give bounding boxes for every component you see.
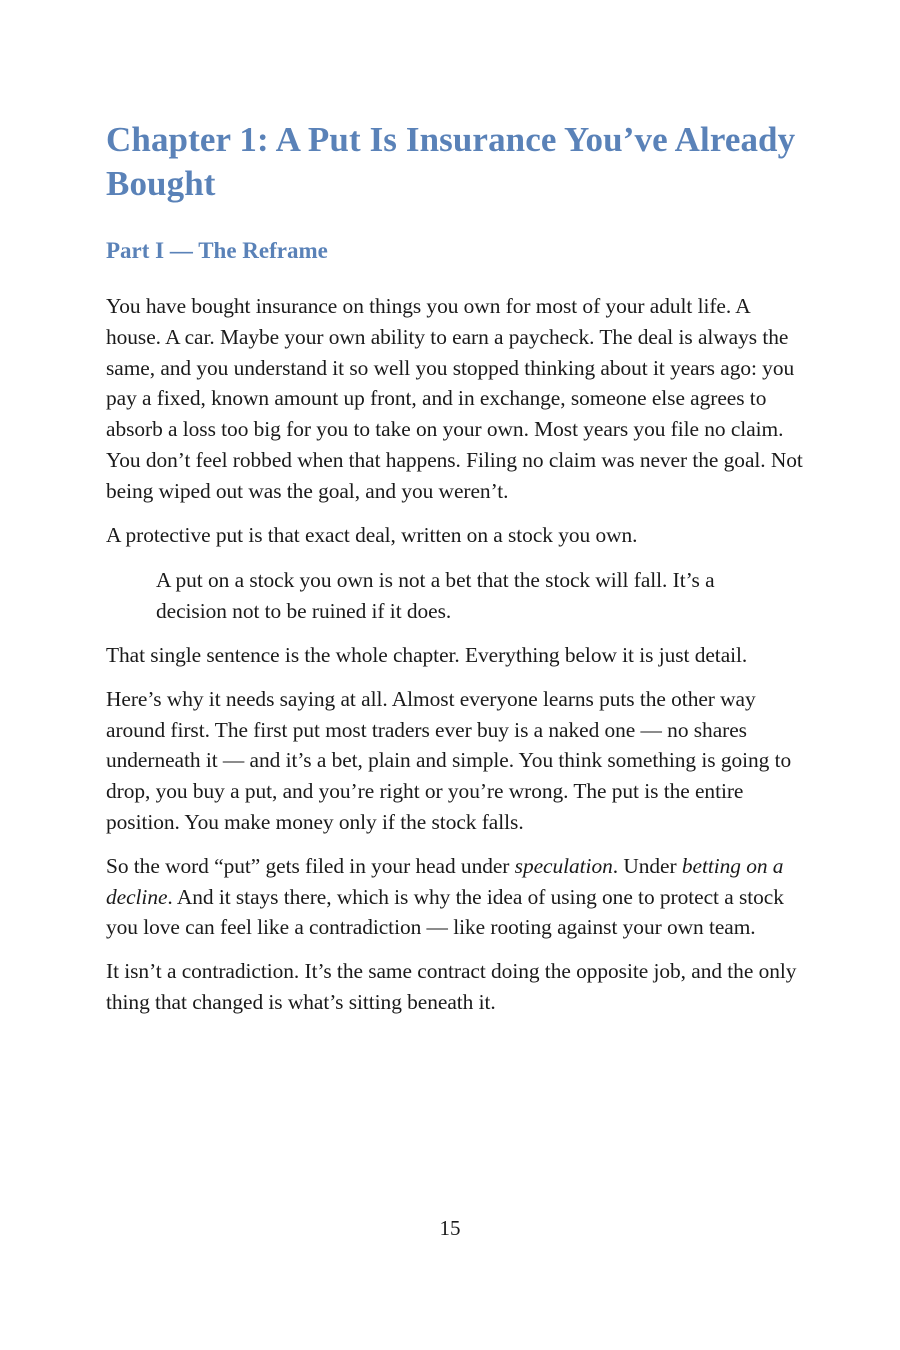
paragraph-4: Here’s why it needs saying at all. Almost everyone learns puts the other way around first. The first put most traders ever buy is a naked one — no shares underneath it — and it’s a bet, plain and simple. You think something is going to drop, you buy a put, and you’re right or you’re wrong. The put is the entire position. You make money only if the stock falls.: [106, 686, 792, 834]
paragraph-5: [106, 851, 806, 943]
paragraph-5-text-e: . And it stays there, which is why the idea of using one to protect a stock you love can feel like a contradiction — like rooting against your own team.: [106, 884, 784, 940]
paragraph-6: It isn’t a contradiction. It’s the same contract doing the opposite job, and the only thing that changed is what’s sitting beneath it.: [106, 959, 797, 1014]
chapter-title-line-1: Chapter 1: A Put Is Insurance You’ve Already: [106, 120, 796, 159]
section-title: Part I — The Reframe: [106, 238, 328, 263]
pull-quote: A put on a stock you own is not a bet that the stock will fall. It’s a decision not to be ruined if it does.: [156, 568, 715, 624]
paragraph-1: You have bought insurance on things you own for most of your adult life. A house. A car. Maybe your own ability to earn a paycheck. The deal is always the same, and you understand it so well you stopped thinking about it years ago: you pay a fixed, known amount up front, and in exchange, someone else agrees to absorb a loss too big for you to take on your own. Most years you file no claim. You don’t feel robbed when that happens. Filing no claim was never the goal. Not being wiped out was the goal, and you weren’t.: [106, 294, 803, 503]
paragraph-5-text-c: . Under: [612, 853, 682, 878]
emphasis-speculation: speculation: [514, 853, 613, 878]
emphasis-betting-on-decline: betting on a decline: [106, 853, 784, 909]
paragraph-3: That single sentence is the whole chapter. Everything below it is just detail.: [106, 642, 748, 667]
chapter-title: [106, 118, 806, 206]
paragraph-5-text-a: So the word “put” gets filed in your head under: [106, 853, 515, 878]
page-number: 15: [439, 1216, 461, 1240]
paragraph-2: A protective put is that exact deal, written on a stock you own.: [106, 522, 638, 547]
chapter-title-line-2: Bought: [106, 164, 216, 203]
page-content: [106, 118, 806, 1018]
